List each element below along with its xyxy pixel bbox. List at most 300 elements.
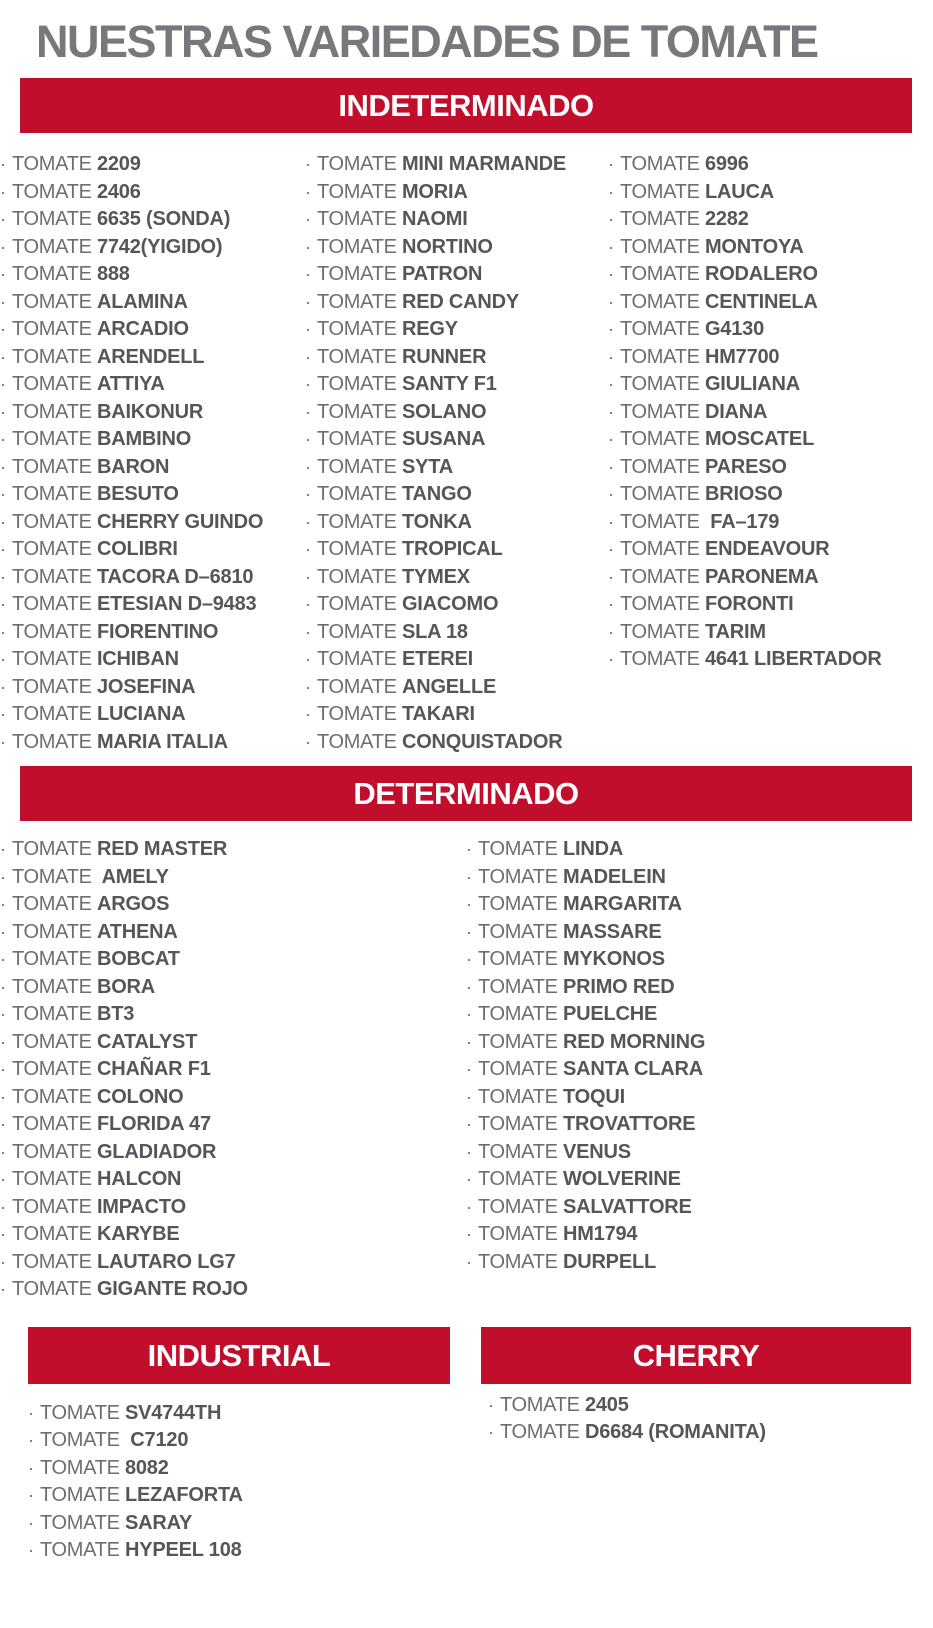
variety-prefix: TOMATE: [12, 1250, 97, 1273]
variety-name: LAUTARO LG7: [96, 1250, 236, 1273]
variety-item: [305, 426, 608, 454]
variety-name: GIULIANA: [704, 373, 801, 395]
variety-name: BT3: [96, 1003, 135, 1025]
variety-name: JOSEFINA: [96, 675, 196, 698]
variety-prefix: TOMATE: [620, 400, 705, 423]
variety-prefix: TOMATE: [317, 400, 402, 423]
variety-name: RED CANDY: [401, 290, 520, 313]
bullet-dot: ·: [0, 1059, 6, 1079]
variety-column: [608, 151, 933, 756]
variety-item: [466, 1221, 933, 1249]
variety-prefix: TOMATE: [620, 208, 705, 230]
variety-item: [0, 674, 305, 702]
variety-name: CENTINELA: [704, 290, 818, 313]
bullet-dot: ·: [608, 539, 614, 559]
bullet-dot: ·: [608, 401, 614, 422]
bullet-dot: ·: [466, 1086, 472, 1107]
bullet-dot: ·: [0, 1279, 6, 1299]
variety-name: 2406: [96, 180, 141, 203]
variety-name: GIGANTE ROJO: [96, 1278, 248, 1300]
variety-name: IMPACTO: [96, 1195, 186, 1218]
variety-prefix: TOMATE: [478, 1223, 563, 1245]
bullet-dot: ·: [0, 621, 6, 642]
variety-name: TROPICAL: [401, 538, 503, 560]
variety-prefix: TOMATE: [478, 1030, 563, 1053]
variety-item: [466, 1249, 933, 1277]
variety-prefix: TOMATE: [478, 838, 563, 860]
bullet-dot: ·: [305, 429, 311, 449]
variety-prefix: TOMATE: [12, 1058, 97, 1080]
variety-prefix: TOMATE: [12, 153, 97, 175]
variety-name: NAOMI: [401, 208, 468, 230]
variety-item: [466, 974, 933, 1002]
variety-item: [0, 1276, 466, 1304]
variety-name: RED MASTER: [96, 838, 228, 860]
variety-prefix: TOMATE: [12, 208, 97, 230]
variety-prefix: TOMATE: [500, 1393, 585, 1416]
variety-name: AMELY: [96, 865, 169, 888]
variety-name: LEZAFORTA: [124, 1484, 243, 1506]
bullet-dot: ·: [305, 154, 311, 174]
variety-prefix: TOMATE: [12, 428, 97, 450]
variety-item: [466, 1084, 933, 1112]
variety-prefix: TOMATE: [317, 565, 402, 588]
variety-name: FORONTI: [704, 593, 794, 615]
variety-item: [466, 946, 933, 974]
variety-item: [466, 836, 933, 864]
variety-item: [305, 316, 608, 344]
variety-prefix: TOMATE: [12, 1085, 97, 1108]
variety-prefix: TOMATE: [620, 455, 705, 478]
variety-item: [305, 206, 608, 234]
bullet-dot: ·: [305, 566, 311, 587]
variety-name: SLA 18: [401, 620, 468, 643]
variety-prefix: TOMATE: [620, 483, 705, 505]
variety-item: [0, 206, 305, 234]
variety-name: PRIMO RED: [562, 975, 675, 998]
variety-item: [305, 536, 608, 564]
variety-item: [28, 1400, 450, 1428]
variety-name: G4130: [704, 318, 765, 340]
variety-name: MARIA ITALIA: [96, 730, 228, 753]
variety-item: [305, 674, 608, 702]
section-banner-cherry: CHERRY: [481, 1327, 911, 1384]
variety-item: [608, 426, 933, 454]
variety-item: [305, 619, 608, 647]
variety-prefix: TOMATE: [620, 373, 705, 395]
variety-prefix: TOMATE: [620, 318, 705, 340]
bullet-dot: ·: [28, 1485, 34, 1505]
variety-prefix: TOMATE: [620, 263, 705, 285]
variety-name: BOBCAT: [96, 948, 180, 970]
variety-item: [0, 371, 305, 399]
bottom-sections-row: [0, 1327, 933, 1565]
variety-name: MASSARE: [562, 920, 662, 943]
variety-name: CHAÑAR F1: [96, 1058, 211, 1080]
bullet-dot: ·: [28, 1512, 34, 1533]
bullet-dot: ·: [0, 1224, 6, 1244]
variety-prefix: TOMATE: [12, 1278, 97, 1300]
variety-prefix: TOMATE: [317, 263, 402, 285]
variety-item: [466, 1194, 933, 1222]
section-cherry: [481, 1327, 911, 1565]
variety-name: TARIM: [704, 620, 766, 643]
variety-item: [0, 1166, 466, 1194]
variety-item: [0, 1084, 466, 1112]
variety-prefix: TOMATE: [620, 428, 705, 450]
variety-item: [0, 509, 305, 537]
variety-name: COLONO: [96, 1085, 184, 1108]
variety-item: [0, 864, 466, 892]
variety-prefix: TOMATE: [12, 975, 97, 998]
bullet-dot: ·: [0, 456, 6, 477]
variety-prefix: TOMATE: [12, 263, 97, 285]
variety-prefix: TOMATE: [12, 620, 97, 643]
bullet-dot: ·: [28, 1430, 34, 1450]
variety-name: PARONEMA: [704, 565, 819, 588]
bullet-dot: ·: [488, 1394, 494, 1415]
variety-item: [0, 646, 305, 674]
bullet-dot: ·: [466, 839, 472, 859]
bullet-dot: ·: [305, 731, 311, 752]
bullet-dot: ·: [28, 1402, 34, 1423]
variety-name: 2282: [704, 208, 749, 230]
variety-name: TANGO: [401, 483, 472, 505]
variety-item: [608, 619, 933, 647]
variety-item: [0, 1249, 466, 1277]
bullet-dot: ·: [0, 1114, 6, 1134]
variety-prefix: TOMATE: [620, 593, 705, 615]
variety-item: [305, 344, 608, 372]
variety-name: SUSANA: [401, 428, 486, 450]
bullet-dot: ·: [305, 346, 311, 367]
variety-name: GLADIADOR: [96, 1140, 217, 1163]
variety-name: WOLVERINE: [562, 1168, 681, 1190]
variety-item: [0, 344, 305, 372]
variety-column: [28, 1400, 450, 1565]
variety-name: LINDA: [562, 838, 624, 860]
bullet-dot: ·: [0, 429, 6, 449]
variety-item: [0, 946, 466, 974]
variety-name: SALVATTORE: [562, 1195, 692, 1218]
section-banner-determinado: DETERMINADO: [20, 766, 912, 821]
variety-name: ETESIAN D–9483: [96, 593, 257, 615]
variety-prefix: TOMATE: [12, 483, 97, 505]
bullet-dot: ·: [466, 1224, 472, 1244]
bullet-dot: ·: [466, 1004, 472, 1024]
variety-name: SOLANO: [401, 400, 487, 423]
variety-name: HALCON: [96, 1168, 182, 1190]
bullet-dot: ·: [466, 1251, 472, 1272]
bullet-dot: ·: [28, 1457, 34, 1478]
bullet-dot: ·: [608, 511, 614, 532]
variety-name: SV4744TH: [124, 1401, 222, 1424]
bullet-dot: ·: [608, 264, 614, 284]
variety-name: MINI MARMANDE: [401, 153, 567, 175]
variety-column: [0, 836, 466, 1304]
variety-name: PUELCHE: [562, 1003, 658, 1025]
variety-prefix: TOMATE: [620, 153, 705, 175]
variety-item: [305, 289, 608, 317]
variety-item: [0, 234, 305, 262]
variety-name: RED MORNING: [562, 1030, 706, 1053]
bullet-dot: ·: [305, 539, 311, 559]
section-banner-indeterminado: INDETERMINADO: [20, 78, 912, 133]
bullet-dot: ·: [608, 649, 614, 669]
variety-prefix: TOMATE: [12, 865, 97, 888]
variety-name: SANTA CLARA: [562, 1058, 703, 1080]
variety-name: ARGOS: [96, 893, 170, 915]
variety-name: ARCADIO: [96, 318, 189, 340]
variety-prefix: TOMATE: [317, 510, 402, 533]
bullet-dot: ·: [0, 1004, 6, 1024]
bullet-dot: ·: [0, 976, 6, 997]
variety-prefix: TOMATE: [12, 648, 97, 670]
variety-item: [0, 399, 305, 427]
variety-prefix: TOMATE: [317, 345, 402, 368]
bullet-dot: ·: [0, 264, 6, 284]
variety-name: HM7700: [704, 345, 780, 368]
variety-prefix: TOMATE: [317, 593, 402, 615]
variety-item: [608, 234, 933, 262]
bullet-dot: ·: [0, 594, 6, 614]
variety-name: CATALYST: [96, 1030, 198, 1053]
bullet-dot: ·: [608, 621, 614, 642]
variety-prefix: TOMATE: [478, 893, 563, 915]
bullet-dot: ·: [608, 236, 614, 257]
variety-name: BORA: [96, 975, 156, 998]
variety-prefix: TOMATE: [317, 483, 402, 505]
bullet-dot: ·: [0, 236, 6, 257]
bullet-dot: ·: [0, 839, 6, 859]
bullet-dot: ·: [608, 374, 614, 394]
bullet-dot: ·: [608, 594, 614, 614]
variety-name: COLIBRI: [96, 538, 178, 560]
page-title: NUESTRAS VARIEDADES DE TOMATE: [36, 16, 818, 67]
variety-item: [0, 1221, 466, 1249]
variety-name: ARENDELL: [96, 345, 205, 368]
variety-prefix: TOMATE: [478, 865, 563, 888]
variety-item: [305, 729, 608, 757]
bullet-dot: ·: [466, 1169, 472, 1189]
variety-prefix: TOMATE: [12, 538, 97, 560]
bullet-dot: ·: [305, 374, 311, 394]
bullet-dot: ·: [0, 1086, 6, 1107]
variety-prefix: TOMATE: [12, 593, 97, 615]
variety-name: ATTIYA: [96, 373, 165, 395]
variety-item: [0, 919, 466, 947]
variety-prefix: TOMATE: [12, 1195, 97, 1218]
bullet-dot: ·: [466, 1141, 472, 1162]
bullet-dot: ·: [466, 1196, 472, 1217]
bullet-dot: ·: [466, 866, 472, 887]
variety-item: [608, 261, 933, 289]
variety-column: [0, 151, 305, 756]
variety-prefix: TOMATE: [12, 1030, 97, 1053]
variety-item: [0, 891, 466, 919]
variety-item: [466, 1139, 933, 1167]
variety-name: 6996: [704, 153, 749, 175]
variety-name: ETEREI: [401, 648, 473, 670]
variety-item: [305, 591, 608, 619]
variety-name: MARGARITA: [562, 893, 682, 915]
variety-item: [466, 891, 933, 919]
variety-name: MONTOYA: [704, 235, 804, 258]
bullet-dot: ·: [0, 731, 6, 752]
variety-name: D6684 (ROMANITA): [584, 1421, 766, 1443]
bullet-dot: ·: [305, 401, 311, 422]
variety-name: 8082: [124, 1456, 169, 1479]
variety-name: FA–179: [704, 510, 780, 533]
variety-prefix: TOMATE: [40, 1511, 125, 1534]
variety-name: LAUCA: [704, 180, 774, 203]
variety-item: [0, 836, 466, 864]
variety-item: [608, 371, 933, 399]
bullet-dot: ·: [0, 1196, 6, 1217]
bullet-dot: ·: [305, 704, 311, 724]
variety-name: SANTY F1: [401, 373, 497, 395]
variety-item: [0, 454, 305, 482]
variety-prefix: TOMATE: [478, 1113, 563, 1135]
variety-name: TOQUI: [562, 1085, 625, 1108]
variety-name: CONQUISTADOR: [401, 730, 563, 753]
bullet-dot: ·: [305, 236, 311, 257]
variety-name: BESUTO: [96, 483, 179, 505]
variety-item: [466, 919, 933, 947]
bullet-dot: ·: [305, 181, 311, 202]
variety-name: BARON: [96, 455, 170, 478]
variety-prefix: TOMATE: [12, 455, 97, 478]
bullet-dot: ·: [0, 374, 6, 394]
variety-prefix: TOMATE: [12, 1003, 97, 1025]
bullet-dot: ·: [0, 154, 6, 174]
variety-prefix: TOMATE: [478, 1168, 563, 1190]
variety-prefix: TOMATE: [317, 153, 402, 175]
variety-prefix: TOMATE: [478, 1058, 563, 1080]
bullet-dot: ·: [608, 154, 614, 174]
bullet-dot: ·: [0, 949, 6, 969]
variety-name: FLORIDA 47: [96, 1113, 211, 1135]
variety-prefix: TOMATE: [478, 1250, 563, 1273]
bullet-dot: ·: [305, 291, 311, 312]
variety-item: [466, 1166, 933, 1194]
variety-name: BRIOSO: [704, 483, 783, 505]
variety-prefix: TOMATE: [317, 373, 402, 395]
variety-name: BAIKONUR: [96, 400, 204, 423]
variety-name: 2405: [584, 1393, 629, 1416]
section-banner-industrial: INDUSTRIAL: [28, 1327, 450, 1384]
variety-item: [28, 1455, 450, 1483]
variety-name: TYMEX: [401, 565, 470, 588]
bullet-dot: ·: [0, 704, 6, 724]
variety-prefix: TOMATE: [12, 838, 97, 860]
bullet-dot: ·: [0, 181, 6, 202]
variety-name: TONKA: [401, 510, 472, 533]
variety-prefix: TOMATE: [12, 1223, 97, 1245]
variety-prefix: TOMATE: [40, 1484, 125, 1506]
variety-item: [608, 454, 933, 482]
variety-prefix: TOMATE: [12, 318, 97, 340]
variety-prefix: TOMATE: [317, 290, 402, 313]
variety-name: TACORA D–6810: [96, 565, 254, 588]
variety-item: [0, 701, 305, 729]
variety-name: SYTA: [401, 455, 454, 478]
bullet-dot: ·: [0, 1169, 6, 1189]
variety-prefix: TOMATE: [12, 948, 97, 970]
variety-prefix: TOMATE: [620, 235, 705, 258]
variety-prefix: TOMATE: [40, 1401, 125, 1424]
variety-prefix: TOMATE: [317, 455, 402, 478]
variety-item: [0, 481, 305, 509]
variety-item: [488, 1419, 911, 1447]
variety-prefix: TOMATE: [12, 290, 97, 313]
bullet-dot: ·: [305, 456, 311, 477]
variety-prefix: TOMATE: [478, 948, 563, 970]
variety-item: [488, 1392, 911, 1420]
variety-item: [608, 591, 933, 619]
variety-item: [466, 1001, 933, 1029]
variety-prefix: TOMATE: [478, 1140, 563, 1163]
bullet-dot: ·: [608, 429, 614, 449]
bullet-dot: ·: [466, 921, 472, 942]
variety-item: [305, 399, 608, 427]
variety-prefix: TOMATE: [620, 565, 705, 588]
bullet-dot: ·: [608, 456, 614, 477]
variety-name: VENUS: [562, 1140, 631, 1163]
variety-item: [0, 591, 305, 619]
variety-item: [305, 701, 608, 729]
variety-name: 2209: [96, 153, 141, 175]
variety-name: ENDEAVOUR: [704, 538, 830, 560]
bullet-dot: ·: [305, 649, 311, 669]
variety-prefix: TOMATE: [40, 1539, 125, 1561]
variety-prefix: TOMATE: [12, 510, 97, 533]
variety-item: [0, 564, 305, 592]
variety-name: LUCIANA: [96, 703, 186, 725]
variety-name: PARESO: [704, 455, 787, 478]
variety-item: [608, 481, 933, 509]
variety-prefix: TOMATE: [12, 675, 97, 698]
variety-item: [0, 316, 305, 344]
bullet-dot: ·: [608, 209, 614, 229]
variety-prefix: TOMATE: [12, 730, 97, 753]
section-indeterminado: [0, 78, 933, 756]
variety-name: ICHIBAN: [96, 648, 179, 670]
bullet-dot: ·: [0, 1251, 6, 1272]
variety-prefix: TOMATE: [12, 1113, 97, 1135]
variety-prefix: TOMATE: [317, 180, 402, 203]
variety-item: [0, 179, 305, 207]
variety-item: [305, 454, 608, 482]
variety-name: 4641 LIBERTADOR: [704, 648, 882, 670]
variety-prefix: TOMATE: [620, 620, 705, 643]
bullet-dot: ·: [0, 209, 6, 229]
variety-name: REGY: [401, 318, 458, 340]
variety-item: [0, 426, 305, 454]
variety-name: NORTINO: [401, 235, 493, 258]
variety-column: [481, 1392, 911, 1447]
bullet-dot: ·: [466, 1114, 472, 1134]
variety-prefix: TOMATE: [317, 208, 402, 230]
variety-item: [305, 179, 608, 207]
bullet-dot: ·: [305, 264, 311, 284]
variety-item: [305, 234, 608, 262]
variety-item: [0, 974, 466, 1002]
bullet-dot: ·: [608, 566, 614, 587]
variety-name: 7742(YIGIDO): [96, 235, 223, 258]
bullet-dot: ·: [0, 649, 6, 669]
bullet-dot: ·: [305, 594, 311, 614]
